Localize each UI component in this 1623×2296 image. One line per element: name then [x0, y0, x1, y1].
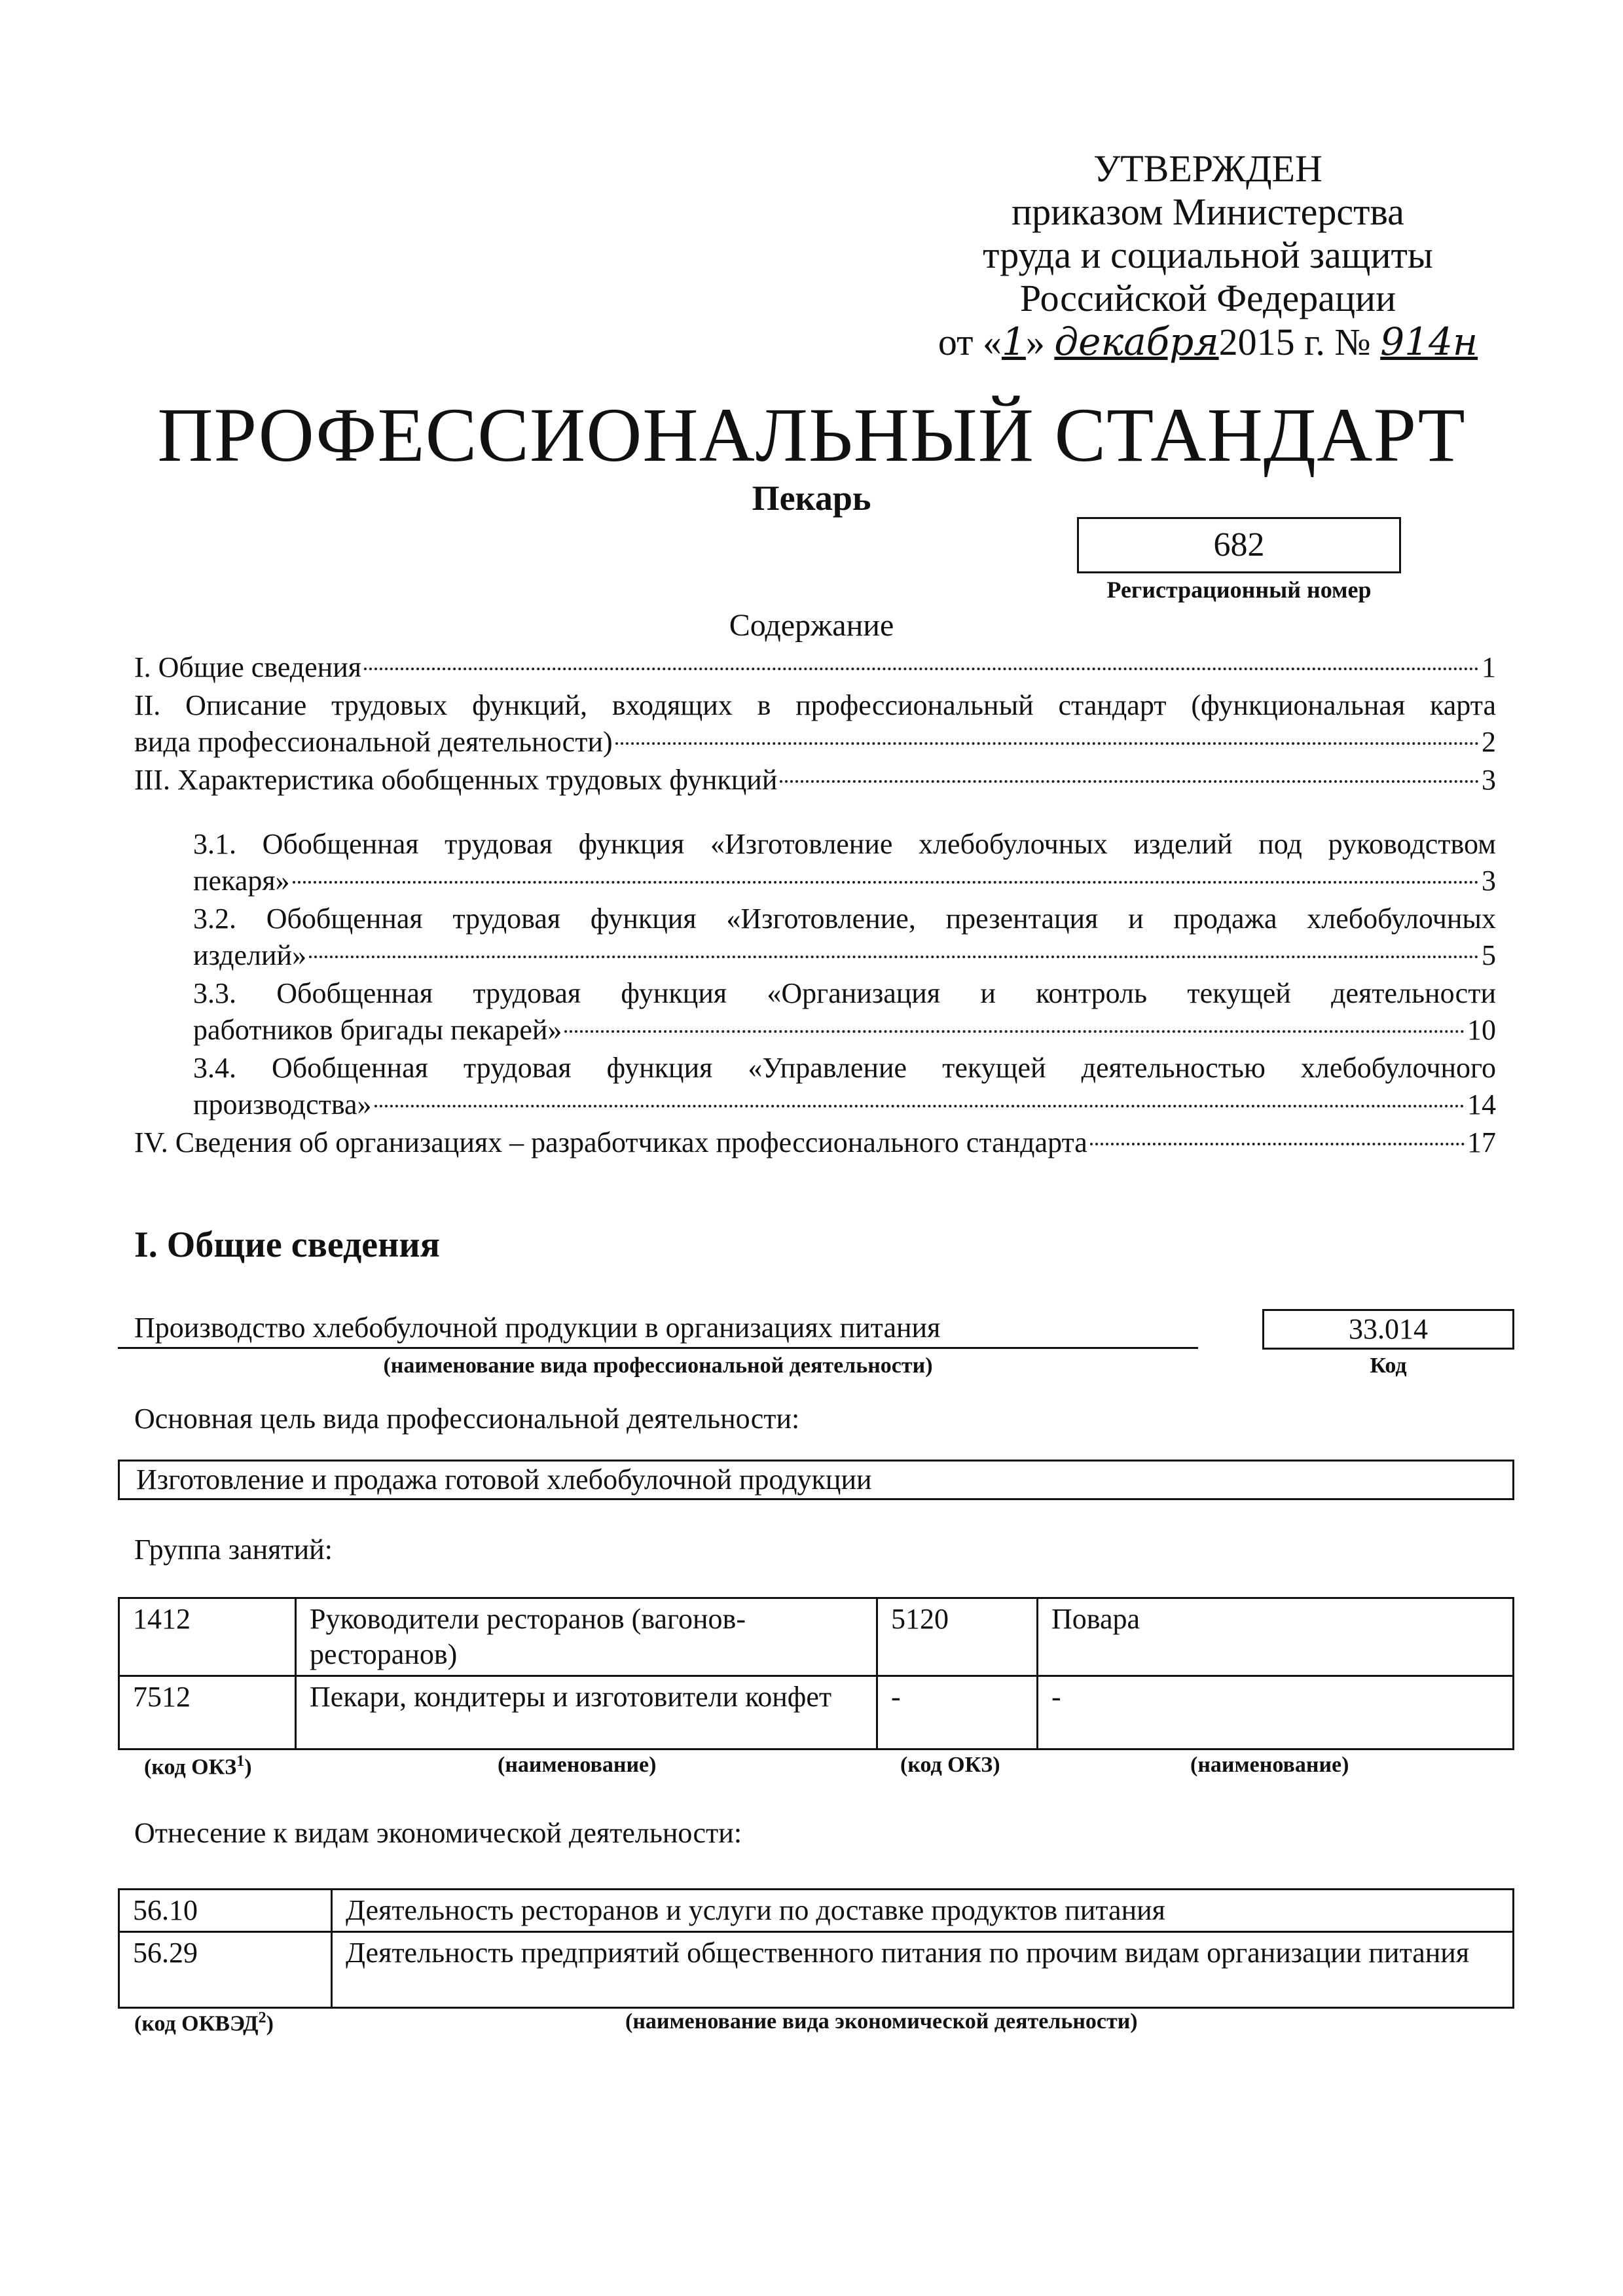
caption-text: ): [244, 1755, 252, 1780]
table-row: [119, 1890, 1514, 1932]
approval-line-2: приказом Министерства: [1012, 190, 1404, 233]
table-cell: 56.10: [119, 1890, 332, 1932]
toc-page-number: 2: [1482, 726, 1496, 758]
approval-date-line: [903, 320, 1512, 364]
footnote-mark: 1: [236, 1753, 245, 1770]
toc-leader: [364, 668, 1479, 670]
order-number-handwritten: 914н: [1380, 319, 1478, 364]
table-cell: Пекари, кондитеры и изготовители конфет: [296, 1676, 877, 1749]
toc-page-number: 17: [1467, 1126, 1496, 1158]
toc-leader: [1090, 1143, 1465, 1145]
toc-item-1[interactable]: [134, 649, 1496, 686]
goal-label: Основная цель вида профессиональной деятельности:: [134, 1403, 800, 1435]
toc-leader: [615, 742, 1479, 745]
table-cell: Повара: [1038, 1598, 1514, 1676]
groups-caption-name: (наименование): [498, 1753, 657, 1777]
toc-item-text-line-2: изделий»: [193, 939, 307, 971]
toc-leader: [780, 780, 1479, 783]
groups-caption-name-2: (наименование): [1190, 1753, 1349, 1777]
approval-line-4: Российской Федерации: [1019, 277, 1396, 319]
date-day-handwritten: 1: [1001, 319, 1026, 364]
groups-label: Группа занятий:: [134, 1534, 333, 1566]
econ-caption-name: (наименование вида экономической деятельности): [625, 2009, 1138, 2034]
toc-item-3-2[interactable]: [193, 901, 1496, 974]
toc-leader: [374, 1105, 1465, 1107]
table-cell: 56.29: [119, 1932, 332, 2008]
toc-item-text: I. Общие сведения: [134, 651, 362, 683]
toc-item-2[interactable]: [134, 687, 1496, 761]
table-cell: -: [1038, 1676, 1514, 1749]
approval-line-3: труда и социальной защиты: [983, 234, 1433, 276]
table-row: [119, 1676, 1514, 1749]
toc-item-text: IV. Сведения об организациях – разработчиках профессионального стандарта: [134, 1126, 1087, 1158]
toc-item-3-3[interactable]: [193, 975, 1496, 1049]
toc-page-number: 1: [1482, 651, 1496, 683]
toc-page-number: 5: [1482, 939, 1496, 971]
registration-number-box: 682: [1077, 517, 1401, 573]
activity-code-caption: Код: [1370, 1354, 1407, 1378]
table-cell: Деятельность ресторанов и услуги по доставке продуктов питания: [332, 1890, 1514, 1932]
date-mid: »: [1025, 321, 1045, 363]
toc-item-4[interactable]: [134, 1124, 1496, 1161]
toc-leader: [309, 956, 1479, 958]
table-cell: 1412: [119, 1598, 296, 1676]
table-row: [119, 1598, 1514, 1676]
table-row: [119, 1932, 1514, 2008]
toc-item-text-line-1: 3.1. Обобщенная трудовая функция «Изготовление хлебобулочных изделий под руководством: [193, 828, 1496, 860]
toc-item-text-line-2: производства»: [193, 1088, 372, 1121]
caption-text: ): [266, 2011, 274, 2036]
activity-name-field: Производство хлебобулочной продукции в организациях питания: [118, 1309, 1198, 1349]
date-month-handwritten: декабря: [1054, 319, 1219, 364]
toc-item-text-line-1: II. Описание трудовых функций, входящих в профессиональный стандарт (функциональная карта: [134, 689, 1496, 721]
activity-name-caption: (наименование вида профессиональной деятельности): [383, 1354, 933, 1378]
document-title: ПРОФЕССИОНАЛЬНЫЙ СТАНДАРТ: [157, 392, 1466, 478]
approval-line-1: УТВЕРЖДЕН: [1093, 147, 1322, 190]
toc-item-text-line-2: работников бригады пекарей»: [193, 1014, 562, 1046]
toc-item-3-4[interactable]: [193, 1050, 1496, 1123]
toc-item-text: III. Характеристика обобщенных трудовых функций: [134, 764, 778, 796]
economic-activity-table: [118, 1888, 1514, 2009]
toc-item-text-line-1: 3.4. Обобщенная трудовая функция «Управление текущей деятельностью хлебобулочного: [193, 1052, 1496, 1084]
toc-page-number: 3: [1482, 865, 1496, 897]
toc-item-text-line-2: вида профессиональной деятельности): [134, 726, 613, 758]
caption-text: (код ОКВЭД: [134, 2011, 259, 2036]
footnote-mark: 2: [258, 2009, 266, 2026]
date-year: 2015 г. №: [1218, 321, 1371, 363]
econ-label: Отнесение к видам экономической деятельности:: [134, 1817, 742, 1849]
date-prefix: от «: [938, 321, 1002, 363]
toc-page-number: 14: [1467, 1088, 1496, 1121]
toc-title: Содержание: [729, 608, 894, 643]
toc-page-number: 3: [1482, 764, 1496, 796]
econ-caption-code: [134, 2009, 274, 2036]
activity-code-box: 33.014: [1262, 1309, 1514, 1350]
toc-item-text-line-2: пекаря»: [193, 865, 290, 897]
groups-caption-code: [144, 1753, 252, 1780]
toc-item-3-1[interactable]: [193, 826, 1496, 899]
groups-caption-code-2: (код ОКЗ): [900, 1753, 1000, 1777]
table-cell: Руководители ресторанов (вагонов-ресторанов): [296, 1598, 877, 1676]
table-cell: Деятельность предприятий общественного питания по прочим видам организации питания: [332, 1932, 1514, 2008]
approval-block: [903, 147, 1512, 364]
registration-number-label: Регистрационный номер: [1106, 577, 1372, 603]
toc-item-text-line-1: 3.3. Обобщенная трудовая функция «Организация и контроль текущей деятельности: [193, 977, 1496, 1009]
toc-leader: [293, 881, 1479, 884]
toc-item-3[interactable]: [134, 762, 1496, 798]
occupation-groups-table: [118, 1597, 1514, 1750]
section-heading: I. Общие сведения: [134, 1225, 440, 1265]
toc-item-text-line-1: 3.2. Обобщенная трудовая функция «Изготовление, презентация и продажа хлебобулочных: [193, 903, 1496, 935]
table-cell: -: [877, 1676, 1038, 1749]
toc-page-number: 10: [1467, 1014, 1496, 1046]
goal-box: Изготовление и продажа готовой хлебобулочной продукции: [118, 1460, 1514, 1500]
toc-leader: [564, 1030, 1465, 1033]
table-cell: 7512: [119, 1676, 296, 1749]
caption-text: (код ОКЗ: [144, 1755, 237, 1780]
document-subtitle: Пекарь: [752, 478, 871, 518]
table-cell: 5120: [877, 1598, 1038, 1676]
